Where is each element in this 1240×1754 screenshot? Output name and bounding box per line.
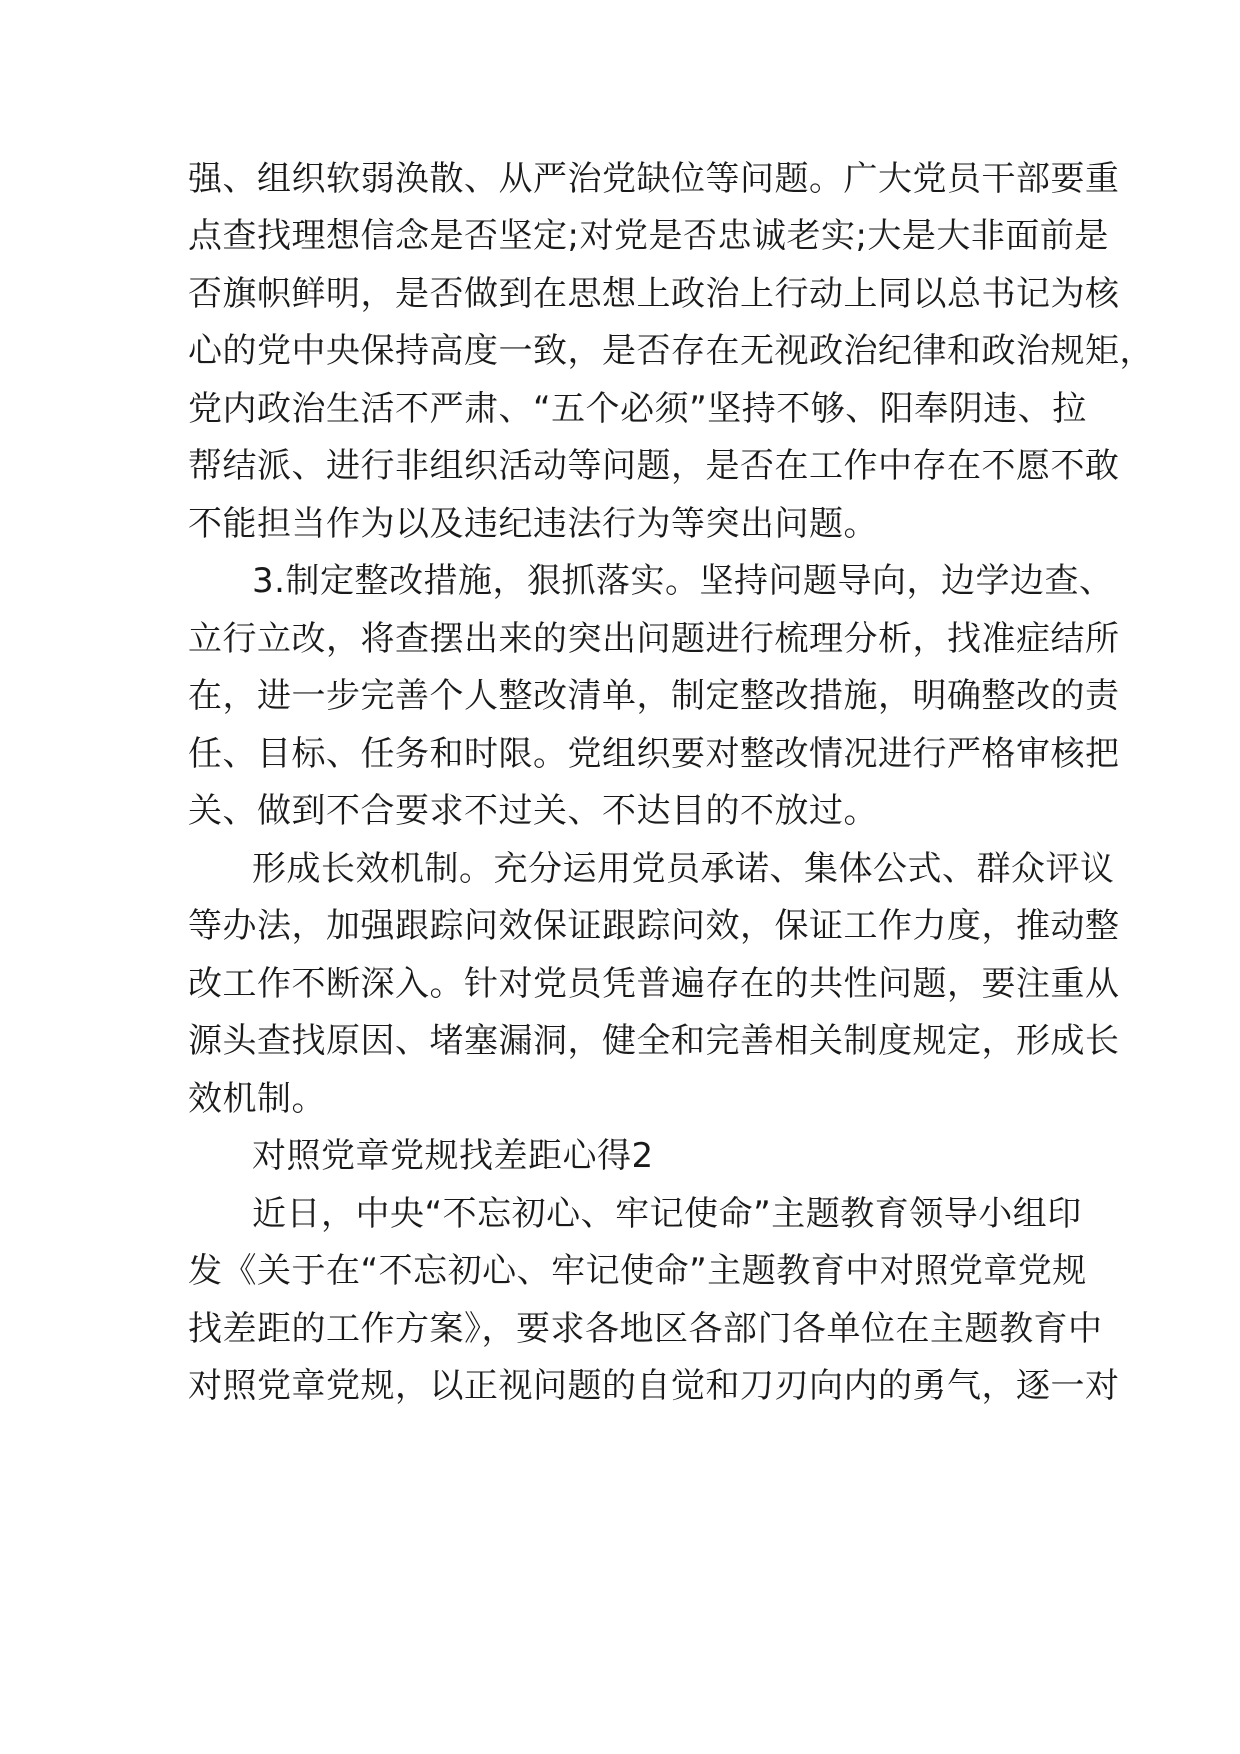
section-heading: 对照党章党规找差距心得2: [252, 1136, 654, 1176]
text-line: 否旗帜鲜明，是否做到在思想上政治上行动上同以总书记为核: [188, 274, 1120, 314]
text-line: 对照党章党规，以正视问题的自觉和刀刃向内的勇气，逐一对: [188, 1366, 1120, 1406]
text-line: 在，进一步完善个人整改清单，制定整改措施，明确整改的责: [188, 676, 1120, 716]
text-line: 源头查找原因、堵塞漏洞，健全和完善相关制度规定，形成长: [188, 1021, 1120, 1061]
text-line: 改工作不断深入。针对党员凭普遍存在的共性问题，要注重从: [188, 964, 1120, 1004]
text-line: 点查找理想信念是否坚定;对党是否忠诚老实;大是大非面前是: [188, 216, 1109, 256]
text-line: 找差距的工作方案》，要求各地区各部门各单位在主题教育中: [188, 1309, 1103, 1349]
text-line: 效机制。: [188, 1079, 326, 1119]
text-line: 不能担当作为以及违纪违法行为等突出问题。: [188, 504, 878, 544]
text-line: 党内政治生活不严肃、“五个必须”坚持不够、阳奉阴违、拉: [188, 389, 1087, 429]
text-line: 强、组织软弱涣散、从严治党缺位等问题。广大党员干部要重: [188, 159, 1120, 199]
text-line: 任、目标、任务和时限。党组织要对整改情况进行严格审核把: [188, 734, 1120, 774]
paragraph-start-line: 形成长效机制。充分运用党员承诺、集体公式、群众评议: [252, 849, 1115, 889]
text-line: 等办法，加强跟踪问效保证跟踪问效，保证工作力度，推动整: [188, 906, 1120, 946]
paragraph-start-line: 3.制定整改措施，狠抓落实。坚持问题导向，边学边查、: [252, 561, 1114, 601]
text-line: 关、做到不合要求不过关、不达目的不放过。: [188, 791, 878, 831]
text-line: 立行立改，将查摆出来的突出问题进行梳理分析，找准症结所: [188, 619, 1120, 659]
text-line: 发《关于在“不忘初心、牢记使命”主题教育中对照党章党规: [188, 1251, 1087, 1291]
text-line: 心的党中央保持高度一致，是否存在无视政治纪律和政治规矩，: [188, 331, 1154, 371]
text-line: 帮结派、进行非组织活动等问题，是否在工作中存在不愿不敢: [188, 446, 1120, 486]
paragraph-start-line: 近日，中央“不忘初心、牢记使命”主题教育领导小组印: [252, 1194, 1082, 1234]
